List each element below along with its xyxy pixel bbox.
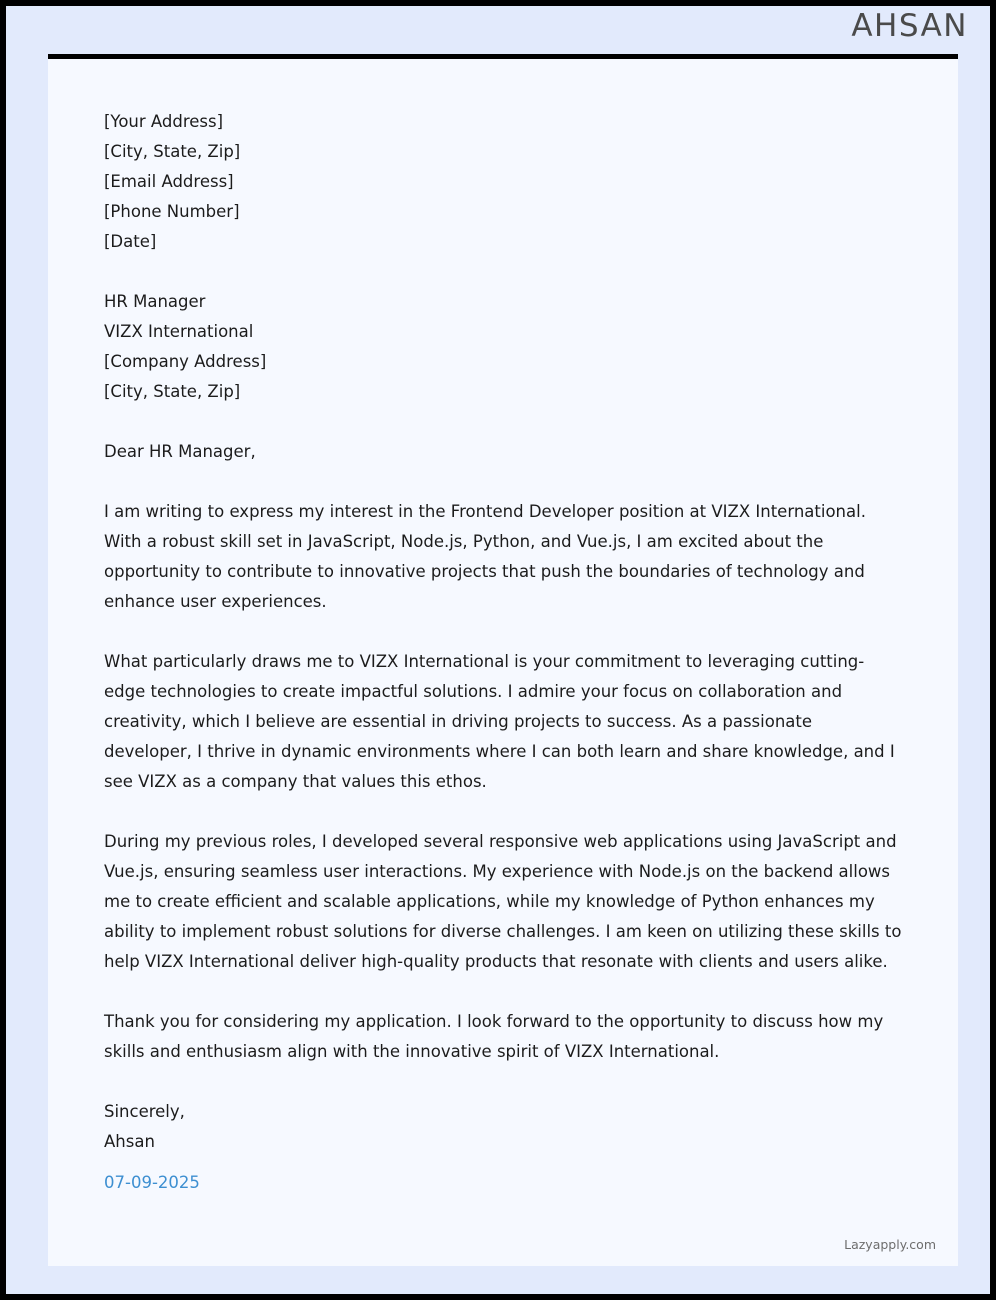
sender-address-block — [104, 107, 902, 257]
document-header — [6, 6, 990, 46]
signature-name: Ahsan — [104, 1132, 155, 1151]
signature-block — [104, 1097, 902, 1198]
sender-address-line: [Your Address] — [104, 112, 224, 131]
letter-body — [48, 59, 958, 1218]
letter-paragraph: What particularly draws me to VIZX International is your commitment to leveraging cutting-edge technologies to create impactful solutions. I admire your focus on collaboration and creativity, which I believe are essential in driving projects to success. As a passionate developer, I thrive in dynamic environments where I can both learn and share knowledge, and I see VIZX as a company that values this ethos. — [104, 652, 895, 791]
recipient-address-line: [City, State, Zip] — [104, 382, 241, 401]
sender-address-line: [City, State, Zip] — [104, 142, 241, 161]
recipient-address-line: HR Manager — [104, 292, 206, 311]
letter-date: 07-09-2025 — [104, 1173, 200, 1192]
cover-letter-sheet — [48, 54, 958, 1266]
brand-name: AHSAN — [851, 8, 968, 44]
letter-paragraph: Thank you for considering my application. I look forward to the opportunity to discuss how my skills and enthusiasm align with the innovative spirit of VIZX International. — [104, 1012, 884, 1061]
salutation — [104, 437, 902, 467]
sender-address-line: [Phone Number] — [104, 202, 240, 221]
watermark-label: Lazyapply.com — [844, 1237, 936, 1252]
recipient-address-block — [104, 287, 902, 407]
sender-address-line: [Email Address] — [104, 172, 234, 191]
closing-text: Sincerely, — [104, 1102, 185, 1121]
sender-date-line: [Date] — [104, 232, 157, 251]
salutation-text: Dear HR Manager, — [104, 442, 256, 461]
letter-paragraph: I am writing to express my interest in the Frontend Developer position at VIZX International. With a robust skill set in JavaScript, Node.js, Python, and Vue.js, I am excited about the opportunity to contribute to innovative projects that push the boundaries of technology and enhance user experiences. — [104, 502, 866, 611]
recipient-address-line: VIZX International — [104, 322, 254, 341]
recipient-address-line: [Company Address] — [104, 352, 267, 371]
letter-paragraph: During my previous roles, I developed several responsive web applications using JavaScript and Vue.js, ensuring seamless user interactions. My experience with Node.js on the backend allows me to create efficient and scalable applications, while my knowledge of Python enhances my ability to implement robust solutions for diverse challenges. I am keen on utilizing these skills to help VIZX International deliver high-quality products that resonate with clients and users alike. — [104, 832, 902, 971]
